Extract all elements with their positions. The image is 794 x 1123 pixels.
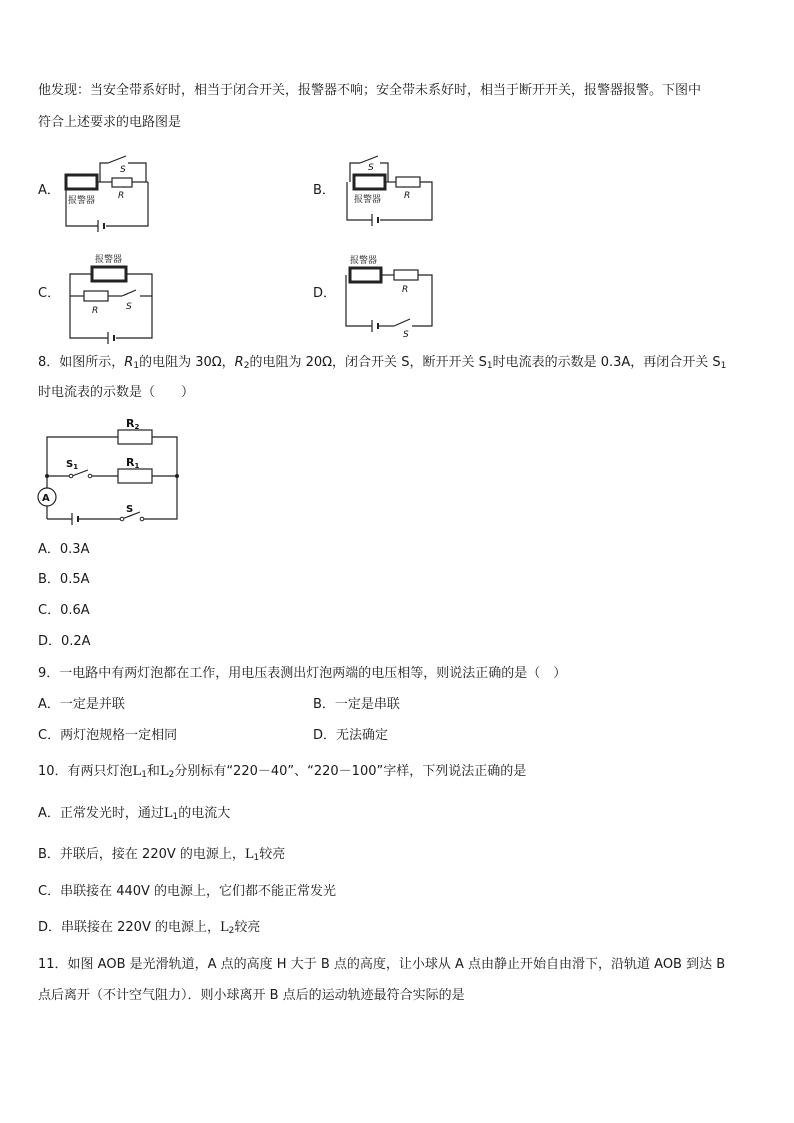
- q9-stem: 9．一电路中有两灯泡都在工作，用电压表测出灯泡两端的电压相等，则说法正确的是（ ）: [38, 666, 567, 681]
- svg-text:R1: [126, 456, 139, 470]
- q11-stem-line-1: 11．如图 AOB 是光滑轨道，A 点的高度 H 大于 B 点的高度，让小球从 A 点由静止开始自由滑下，沿轨道 AOB 到达 B: [38, 957, 726, 972]
- q8-option-b: B．0.5A: [38, 572, 90, 587]
- switch-label: S: [120, 165, 126, 175]
- q7-option-b-letter: B．: [313, 183, 335, 198]
- q8-stem-line-1: 8．如图所示，$R_1$的电阻为 30Ω，$R_2$的电阻为 20Ω，闭合开关 S，断开开关 $S_1$时电流表的示数是 0.3A，再闭合开关 $S_1$: [38, 355, 727, 371]
- q8-option-c: C．0.6A: [38, 603, 90, 618]
- alarm-label: 报警器: [95, 255, 123, 265]
- switch-label: S: [403, 330, 409, 340]
- resistor-r2-icon: [118, 430, 152, 444]
- svg-text:R2: [126, 417, 139, 431]
- q10-stem: 10．有两只灯泡$L_1$和$L_2$分别标有“220－40”、“220－100”字样，下列说法正确的是: [38, 764, 527, 780]
- q9-option-a: A．一定是并联: [38, 697, 125, 712]
- intro-line-1: 他发现：当安全带系好时，相当于闭合开关，报警器不响；安全带未系好时，相当于断开开关，报警器报警。下图中: [38, 83, 702, 98]
- svg-text:S1: [66, 459, 78, 471]
- q7-option-d-letter: D．: [313, 286, 337, 301]
- q7-option-a-letter: A．: [38, 183, 60, 198]
- resistor-label: R: [402, 285, 409, 295]
- q10-option-c: C．串联接在 440V 的电源上，它们都不能正常发光: [38, 884, 337, 899]
- alarm-label: 报警器: [68, 196, 96, 206]
- alarm-label: 报警器: [354, 195, 382, 205]
- switch-label: S: [126, 302, 132, 312]
- switch-label: S: [368, 163, 374, 173]
- q8-option-d: D．0.2A: [38, 634, 91, 649]
- alarm-label: 报警器: [350, 256, 378, 266]
- q11-stem-line-2: 点后离开（不计空气阻力）．则小球离开 B 点后的运动轨迹最符合实际的是: [38, 988, 465, 1003]
- r1-label: R: [126, 456, 135, 469]
- ammeter-label: A: [42, 493, 50, 504]
- q9-option-d: D．无法确定: [313, 728, 389, 743]
- intro-line-2: 符合上述要求的电路图是: [38, 115, 182, 130]
- q10-option-b: B．并联后，接在 220V 的电源上，$L_1$较亮: [38, 847, 286, 863]
- resistor-label: R: [118, 191, 125, 201]
- resistor-label: R: [92, 306, 99, 316]
- resistor-label: R: [404, 191, 411, 201]
- r2-sub: 2: [134, 423, 140, 431]
- s1-sub: 1: [73, 463, 79, 471]
- q10-option-d: D．串联接在 220V 的电源上，$L_2$较亮: [38, 920, 261, 936]
- q8-stem-line-2: 时电流表的示数是（ ）: [38, 385, 195, 400]
- s1-label: S: [66, 459, 74, 470]
- resistor-r1-icon: [118, 469, 152, 483]
- q7-option-c-letter: C．: [38, 286, 61, 301]
- q10-option-a: A．正常发光时，通过$L_1$的电流大: [38, 806, 231, 822]
- s-label: S: [126, 504, 134, 515]
- r2-label: R: [126, 417, 135, 430]
- r1-sub: 1: [134, 462, 140, 470]
- q9-option-c: C．两灯泡规格一定相同: [38, 728, 178, 743]
- q9-option-b: B．一定是串联: [313, 697, 400, 712]
- q8-option-a: A．0.3A: [38, 542, 90, 557]
